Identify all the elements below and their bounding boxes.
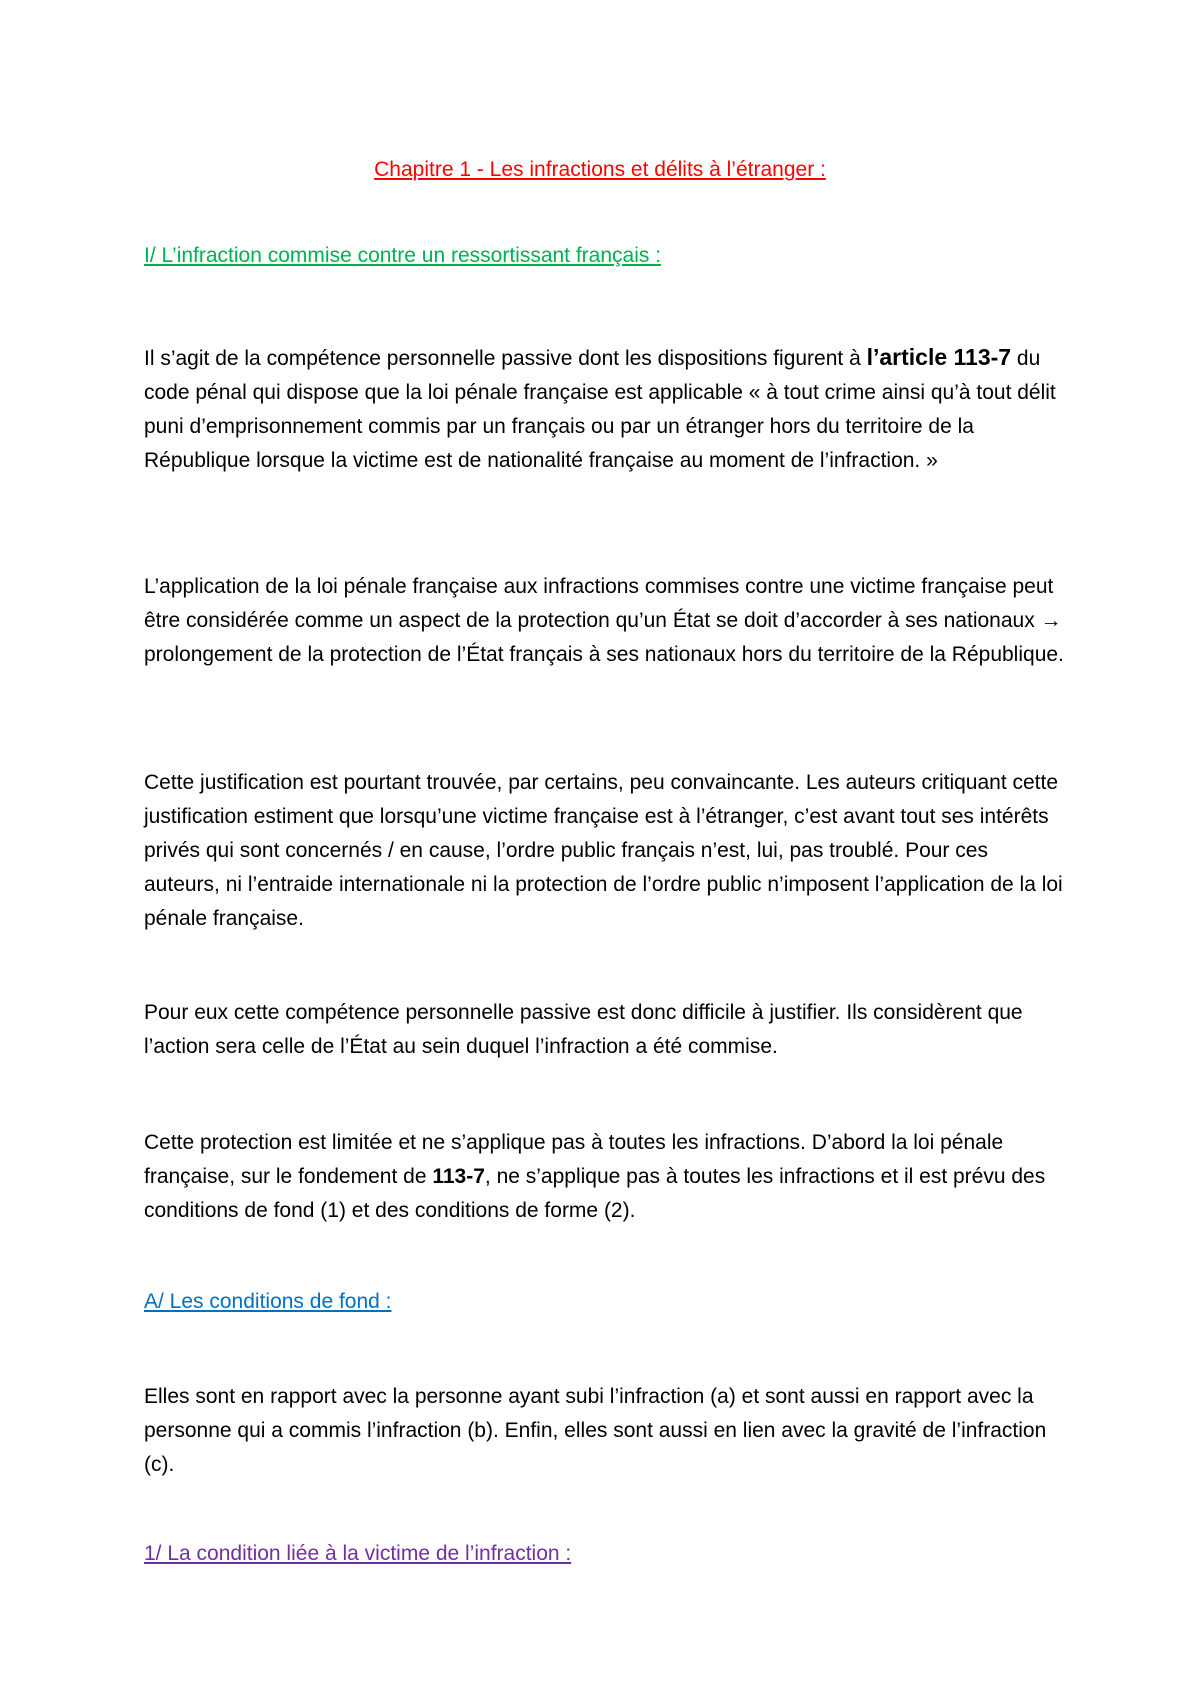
article-reference: 113-7 (432, 1165, 485, 1188)
chapter-title: Chapitre 1 - Les infractions et délits à l’étranger : (374, 158, 826, 181)
subsubsection-heading-1: 1/ La condition liée à la victime de l’infraction : (144, 1542, 572, 1565)
paragraph-application (144, 570, 1064, 672)
paragraph-text-bold: l’ (866, 344, 880, 370)
subsection-heading-a: A/ Les conditions de fond : (144, 1290, 392, 1313)
paragraph-text: Il s’agit de la compétence personnelle passive dont les dispositions figurent à (144, 347, 867, 370)
paragraph-conditions-fond: Elles sont en rapport avec la personne ayant subi l’infraction (a) et sont aussi en rapport avec la personne qui a commis l’infraction (b). Enfin, elles sont aussi en lien avec la gravité de l’infraction (c). (144, 1385, 1047, 1476)
paragraph-competence: Pour eux cette compétence personnelle passive est donc difficile à justifier. Ils considèrent que l’action sera celle de l’État au sein duquel l’infraction a été commise. (144, 1001, 1023, 1058)
paragraph-justification: Cette justification est pourtant trouvée, par certains, peu convaincante. Les auteurs critiquant cette justification estiment que lorsqu’une victime française est à l’étranger, c’est avant tout ses intérêts privés qui sont concernés / en cause, l’ordre public français n’est, lui, pas troublé. Pour ces auteurs, ni l’entraide internationale ni la protection de l’ordre public n’imposent l’application de la loi pénale française. (144, 771, 1063, 930)
paragraph-text: Cette protection est limitée et ne s’applique pas à toutes les infractions. D’abord la loi pénale française, sur le fondement de (144, 1131, 1004, 1188)
paragraph-text: prolongement de la protection de l’État français à ses nationaux hors du territoire de la République. (144, 643, 1064, 666)
paragraph-text: L’application de la loi pénale française aux infractions commises contre une victime française peut être considérée comme un aspect de la protection qu’un État se doit d’accorder à ses nationaux (144, 575, 1054, 632)
paragraph-text: du code pénal qui dispose que la loi pénale française est applicable « à tout crime ainsi qu’à tout délit puni d’emprisonnement commis par un français ou par un étranger hors du territoire de la République lorsque la victime est de nationalité française au moment de l’infraction. » (144, 347, 1056, 472)
paragraph-text: , ne s’applique pas à toutes les infractions et il est prévu des conditions de fond (1) et des conditions de forme (2). (144, 1165, 1046, 1222)
paragraph-article-113-7 (144, 340, 1064, 478)
section-heading-1: I/ L’infraction commise contre un ressortissant français : (144, 244, 662, 267)
arrow-right-icon: → (1040, 609, 1062, 632)
paragraph-protection-limitee (144, 1126, 1064, 1228)
article-reference: article 113-7 (879, 344, 1012, 370)
